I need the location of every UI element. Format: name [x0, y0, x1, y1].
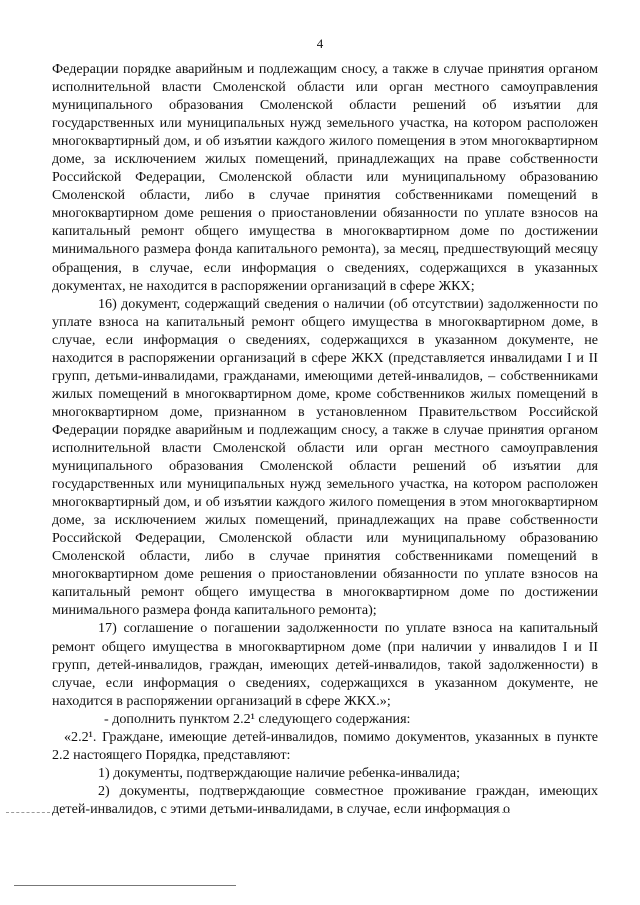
- paragraph-item-17: 17) соглашение о погашении задолженности по уплате взноса на капитальный ремонт общего имущества в многоквартирном доме (при наличии у инвалидов I и II групп, детей-инвалидов, граждан, имеющих детей-инвалидов, такой задолженности) в случае, если информация о сведениях, содержащихся в указанном документе, не находится в распоряжении организаций в сфере ЖКХ.»;: [52, 620, 598, 709]
- scan-artifact-left: [6, 812, 50, 813]
- paragraph-item-1: 1) документы, подтверждающие наличие ребенка-инвалида;: [98, 764, 461, 781]
- paragraph-amendment: - дополнить пунктом 2.2¹ следующего содержания:: [104, 710, 411, 727]
- paragraph-item-16: 16) документ, содержащий сведения о наличии (об отсутствии) задолженности по уплате взноса на капитальный ремонт общего имущества в многоквартирном доме, в случае, если информация о сведениях, содержащихся в указанном документе, не находится в распоряжении организаций в сфере ЖКХ (представляется инвалидами I и II групп, детьми-инвалидами, гражданами, имеющими детей-инвалидов, – собственниками жилых помещений в многоквартирном доме, кроме собственников жилых помещений в многоквартирном доме, признанном в установленном Правительством Российской Федерации порядке аварийным и подлежащим сносу, а также в случае принятия органом исполнительной власти Смоленской области или орган местного самоуправления муниципального образования Смоленской области решений об изъятии для государственных или муниципальных нужд земельного участка, на котором расположен многоквартирный дом, и об изъятии каждого жилого помещения в этом многоквартирном доме, за исключением жилых помещений, принадлежащих на праве собственности Российской Федерации, Смоленской области или муниципальному образованию Смоленской области, либо в случае принятия собственниками помещений в многоквартирном доме решения о приостановлении обязанности по уплате взносов на капитальный ремонт общего имущества в многоквартирном доме по достижении минимального размера фонда капитального ремонта);: [52, 295, 598, 619]
- paragraph-item-2: 2) документы, подтверждающие совместное проживание граждан, имеющих детей-инвалидов, с этими детьми-инвалидами, в случае, если информация о: [52, 782, 598, 817]
- document-body: [52, 60, 598, 818]
- paragraph-continuation: Федерации порядке аварийным и подлежащим сносу, а также в случае принятия органом исполнительной власти Смоленской области или орган местного самоуправления муниципального образования Смоленской области решений об изъятии для государственных или муниципальных нужд земельного участка, на котором расположен многоквартирный дом, и об изъятии каждого жилого помещения в этом многоквартирном доме, за исключением жилых помещений, принадлежащих на праве собственности Российской Федерации, Смоленской области или муниципальному образованию Смоленской области, либо в случае принятия собственниками помещений в многоквартирном доме решения о приостановлении обязанности по уплате взносов на капитальный ремонт общего имущества в многоквартирном доме по достижении минимального размера фонда капитального ремонта), за месяц, предшествующий месяцу обращения, в случае, если информация о сведениях, содержащихся в указанных документах, не находится в распоряжении организаций в сфере ЖКХ;: [52, 61, 598, 294]
- paragraph-clause-2-2-1: «2.2¹. Граждане, имеющие детей-инвалидов, помимо документов, указанных в пункте 2.2 настоящего Порядка, представляют:: [52, 728, 598, 763]
- scan-artifact-right: [432, 812, 510, 813]
- bottom-rule: [14, 885, 236, 886]
- page-number: 4: [316, 36, 324, 51]
